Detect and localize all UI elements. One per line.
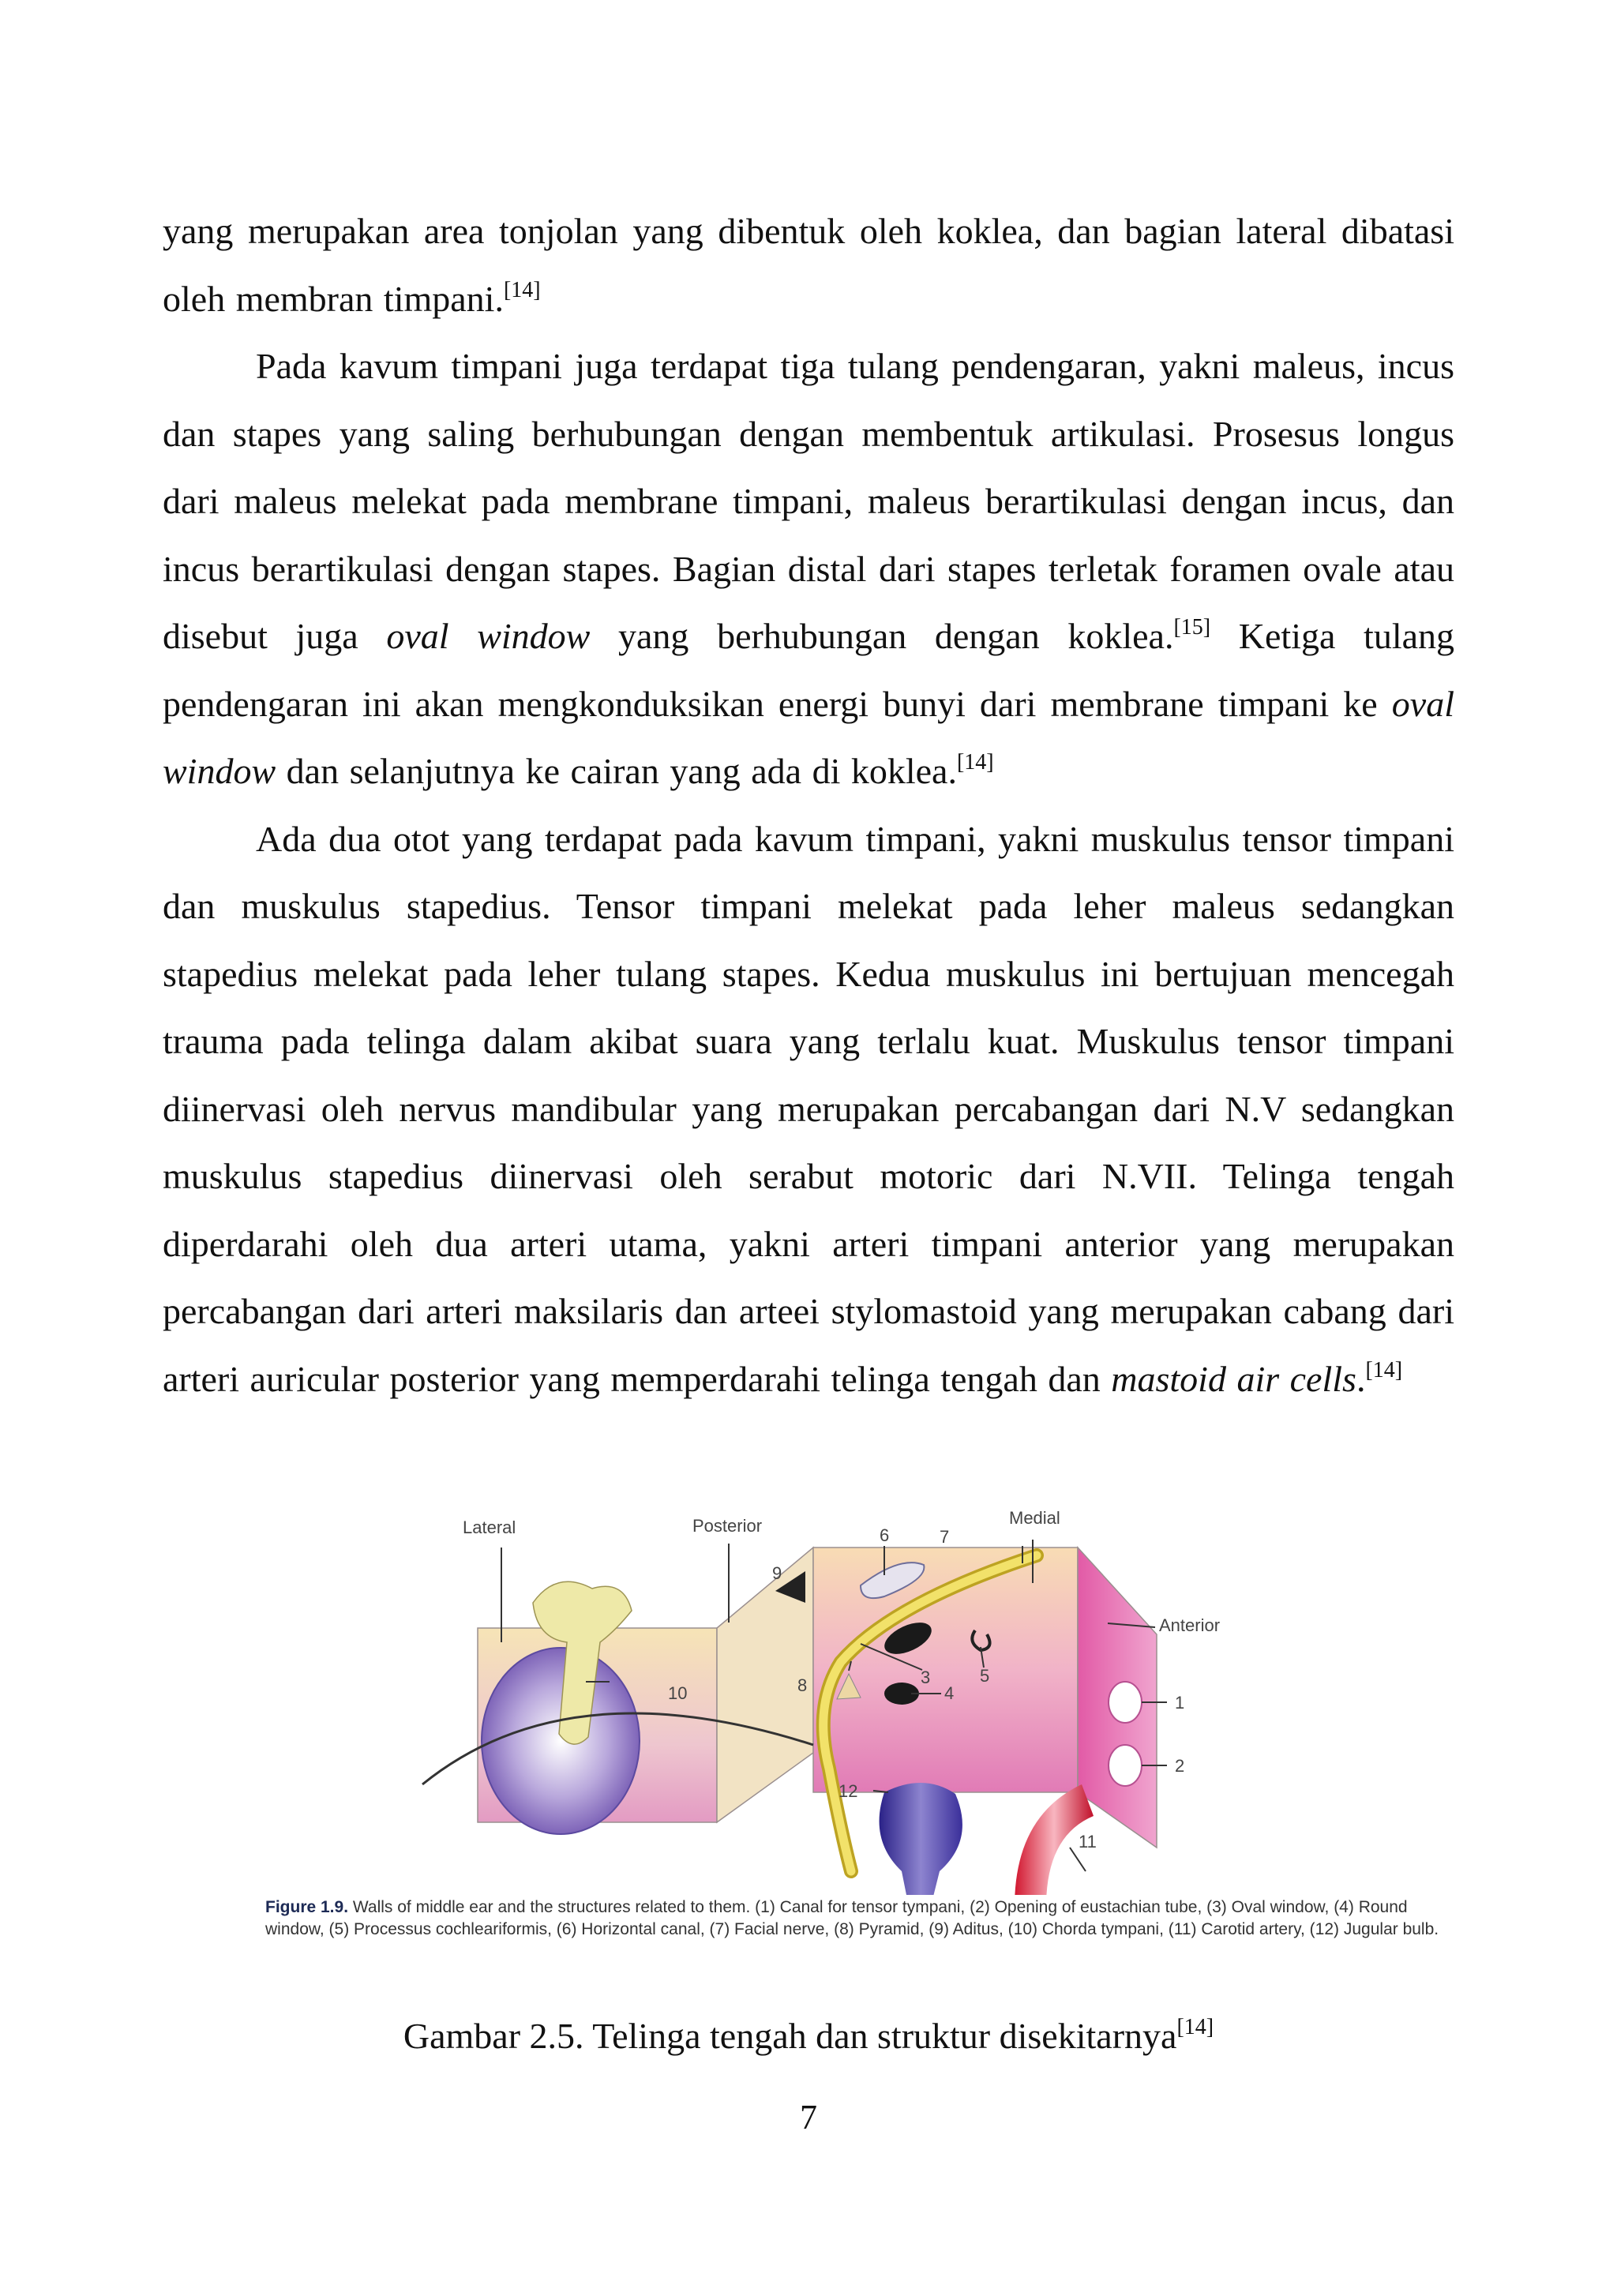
paragraph-3-text: Ada dua otot yang terdapat pada kavum timpani, yakni muskulus tensor timpani dan muskulus stapedius. Tensor timpani melekat pada leher maleus sedangkan stapedius melekat pada leher tulang stapes. Kedua muskulus ini bertujuan mencegah trauma pada telinga dalam akibat suara yang terlalu kuat. Muskulus tensor timpani diinervasi oleh nervus mandibular yang merupakan percabangan dari N.V sedangkan muskulus stapedius diinervasi oleh serabut motoric dari N.VII. Telinga tengah diperdarahi oleh dua arteri utama, yakni arteri timpani anterior yang merupakan percabangan dari arteri maksilaris dan arteei stylomastoid yang merupakan cabang dari arteri auricular posterior yang memperdarahi telinga tengah dan — [163, 818, 1454, 1399]
figure-number: Figure 1.9. — [265, 1898, 349, 1916]
figure-caption — [0, 2015, 1617, 2057]
label-2: 2 — [1175, 1756, 1185, 1776]
paragraph-2-text: yang berhubungan dengan koklea. — [590, 616, 1174, 656]
label-6: 6 — [880, 1525, 890, 1545]
figure-caption-title: Gambar 2.5. Telinga tengah dan struktur disekitarnya — [403, 2016, 1177, 2056]
figure-caption-english — [265, 1896, 1442, 1941]
italic-term: mastoid air cells — [1111, 1358, 1356, 1399]
paragraph-2-text: Pada kavum timpani juga terdapat tiga tulang pendengaran, yakni maleus, incus dan stapes yang saling berhubungan dengan membentuk artikulasi. Prosesus longus dari maleus melekat pada membrane timpani, maleus berartikulasi dengan incus, dan incus berartikulasi dengan stapes. Bagian distal dari stapes terletak foramen ovale atau disebut juga — [163, 346, 1454, 656]
italic-term: oval window — [386, 616, 591, 656]
paragraph-1 — [163, 197, 1454, 332]
figure-caption-text: Walls of middle ear and the structures related to them. (1) Canal for tensor tympani, (2) Opening of eustachian tube, (3) Oval window, (4) Round window, (5) Processus cochleariformis, (6) Horizontal canal, (7) Facial nerve, (8) Pyramid, (9) Aditus, (10) Chorda tympani, (11) Carotid artery, (12) Jugular bulb. — [265, 1898, 1439, 1938]
label-medial: Medial — [1009, 1508, 1060, 1528]
paragraph-3 — [163, 805, 1454, 1413]
paragraph-2 — [163, 332, 1454, 805]
label-1: 1 — [1175, 1693, 1185, 1713]
page-number: 7 — [800, 2098, 817, 2137]
label-12: 12 — [839, 1781, 858, 1801]
label-11: 11 — [1079, 1832, 1097, 1851]
citation: [14] — [1176, 2015, 1214, 2039]
label-7: 7 — [940, 1527, 950, 1547]
label-10: 10 — [668, 1683, 688, 1703]
citation: [15] — [1173, 615, 1211, 640]
document-body — [163, 197, 1454, 1412]
citation: [14] — [503, 277, 541, 302]
label-3: 3 — [921, 1668, 931, 1687]
label-4: 4 — [944, 1683, 955, 1703]
middle-ear-illustration — [261, 1500, 1445, 1895]
label-9: 9 — [772, 1563, 782, 1583]
paragraph-1-text: yang merupakan area tonjolan yang dibentuk oleh koklea, dan bagian lateral dibatasi oleh membran timpani. — [163, 211, 1454, 319]
citation: [14] — [1365, 1357, 1403, 1382]
label-8: 8 — [797, 1675, 808, 1695]
label-posterior: Posterior — [692, 1516, 763, 1536]
paragraph-2-text: dan selanjutnya ke cairan yang ada di koklea. — [276, 751, 957, 791]
italic-term: oval window — [163, 683, 1454, 791]
paragraph-2-text: Ketiga tulang pendengaran ini akan mengkonduksikan energi bunyi dari membrane timpani ke — [163, 616, 1455, 724]
label-5: 5 — [980, 1666, 990, 1686]
citation: [14] — [956, 750, 994, 775]
paragraph-3-text: . — [1356, 1358, 1366, 1399]
label-anterior: Anterior — [1159, 1615, 1221, 1635]
label-lateral: Lateral — [463, 1518, 516, 1537]
